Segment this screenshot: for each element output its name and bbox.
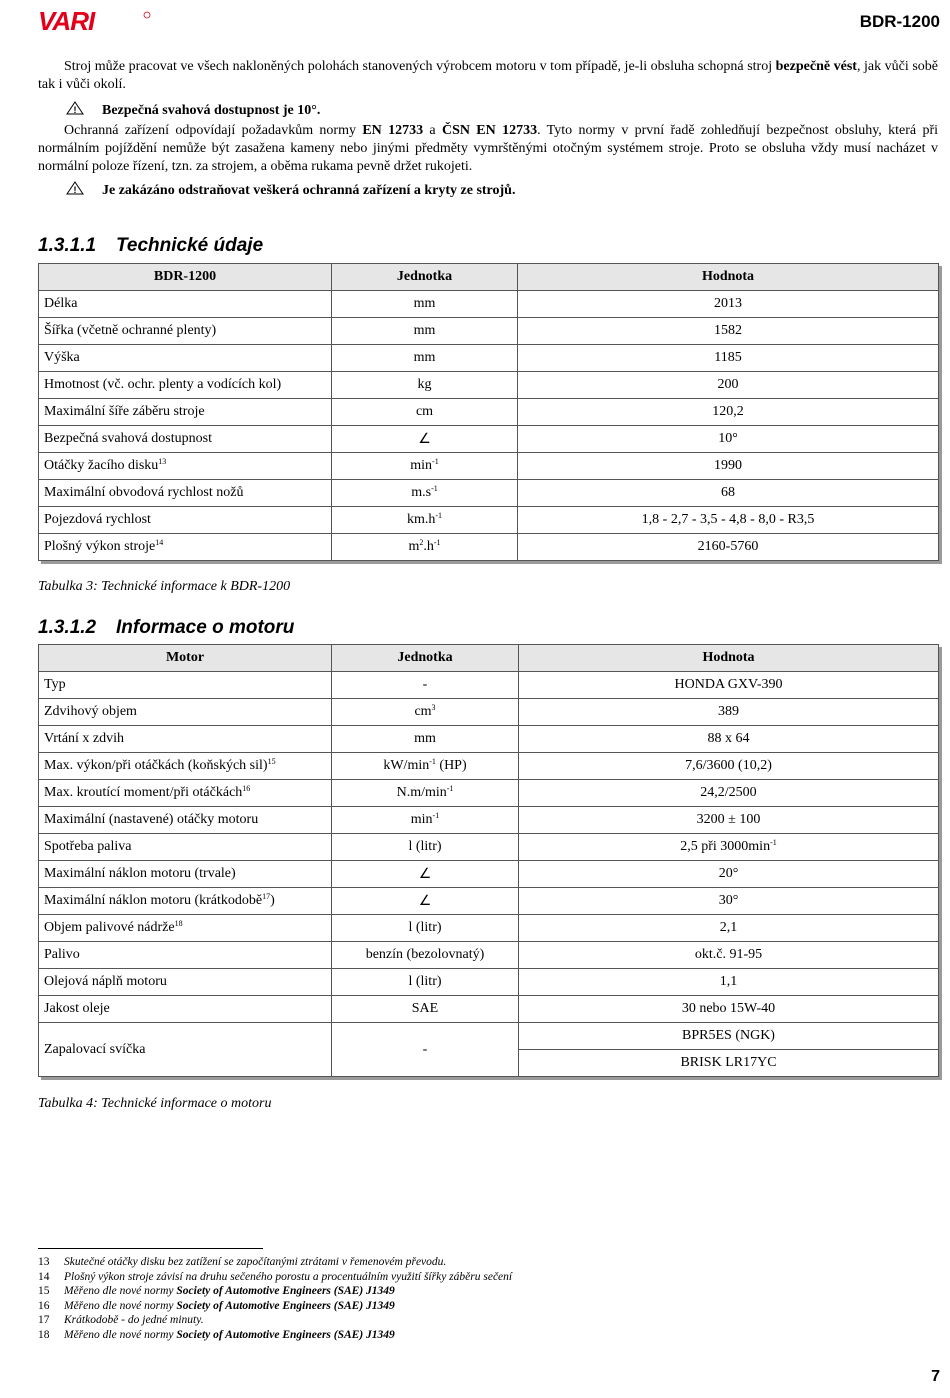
row-value: 68 [518,480,939,507]
row-unit: - [332,1023,519,1077]
row-label: Spotřeba paliva [39,834,332,861]
column-header: Jednotka [332,645,519,672]
row-value: 2,1 [519,915,939,942]
engine-row [39,915,939,942]
engine-row [39,672,939,699]
page-number: 7 [931,1368,940,1385]
row-unit: mm [332,345,518,372]
technical-row [39,534,939,561]
row-unit: - [332,672,519,699]
column-header: Jednotka [332,264,518,291]
row-label: Hmotnost (vč. ochr. plenty a vodících kol) [39,372,332,399]
footnote-17: 17 Krátkodobě - do jedné minuty. [38,1314,204,1326]
engine-row [39,807,939,834]
row-value: 88 x 64 [519,726,939,753]
row-label: Olejová náplň motoru [39,969,332,996]
row-value: 2013 [518,291,939,318]
footnote-15: 15 Měřeno dle nové normy Society of Automotive Engineers (SAE) J1349 [38,1285,395,1297]
logo-text: VARI [38,9,95,34]
technical-row [39,291,939,318]
engine-row [39,726,939,753]
column-header: Motor [39,645,332,672]
row-value: 24,2/2500 [519,780,939,807]
row-value: BPR5ES (NGK) [519,1023,939,1050]
row-value: BRISK LR17YC [519,1050,939,1077]
row-unit: mm [332,726,519,753]
vari-logo [38,9,151,34]
row-value: 30° [519,888,939,915]
row-label: Maximální (nastavené) otáčky motoru [39,807,332,834]
row-value: HONDA GXV-390 [519,672,939,699]
row-unit: l (litr) [332,969,519,996]
column-header: Hodnota [518,264,939,291]
row-label: Plošný výkon stroje$^{14}$ [39,534,332,561]
row-label: Maximální šíře záběru stroje [39,399,332,426]
row-unit: l (litr) [332,915,519,942]
technical-row [39,480,939,507]
row-unit: $cm^3$ [332,699,519,726]
row-unit: mm [332,291,518,318]
technical-row [39,507,939,534]
section-heading-technical: 1.3.1.1 Technické údaje [38,235,264,256]
engine-row-spark-plug [39,1023,939,1050]
row-label: Šířka (včetně ochranné plenty) [39,318,332,345]
row-value: 389 [519,699,939,726]
row-value: 3200 ± 100 [519,807,939,834]
row-unit: benzín (bezolovnatý) [332,942,519,969]
row-unit: $\min^{-1}$ [332,807,519,834]
row-label: Maximální náklon motoru (krátkodobě$^{17}$) [39,888,332,915]
row-value: 200 [518,372,939,399]
row-value: 1,1 [519,969,939,996]
row-unit: $m.s^{-1}$ [332,480,518,507]
row-unit: kg [332,372,518,399]
engine-row [39,699,939,726]
engine-row [39,834,939,861]
row-value: 120,2 [518,399,939,426]
table-caption-3: Tabulka 3: Technické informace k BDR-1200 [38,579,291,594]
row-label: Výška [39,345,332,372]
row-unit: ∠ [332,861,519,888]
row-label: Objem palivové nádrže$^{18}$ [39,915,332,942]
row-label: Max. výkon/při otáčkách (koňských sil)$^{15}$ [39,753,332,780]
document-code: BDR-1200 [859,12,940,31]
footnote-18: 18 Měřeno dle nové normy Society of Automotive Engineers (SAE) J1349 [38,1328,395,1341]
row-label: Max. kroutící moment/při otáčkách$^{16}$ [39,780,332,807]
row-unit: SAE [332,996,519,1023]
column-header: Hodnota [519,645,939,672]
row-value: 1185 [518,345,939,372]
row-unit: $kW/\min^{-1}$ (HP) [332,753,519,780]
engine-row [39,780,939,807]
row-value: 1582 [518,318,939,345]
row-label: Palivo [39,942,332,969]
engine-row [39,861,939,888]
technical-row [39,318,939,345]
technical-data-table [38,263,939,561]
row-label: Délka [39,291,332,318]
svg-text:!: ! [73,105,77,115]
row-label: Typ [39,672,332,699]
column-header: BDR-1200 [39,264,332,291]
row-value: 20° [519,861,939,888]
row-label: Vrtání x zdvih [39,726,332,753]
footnote-16: 16 Měřeno dle nové normy Society of Automotive Engineers (SAE) J1349 [38,1299,395,1312]
warning-triangle-icon [66,181,88,201]
engine-row [39,888,939,915]
row-label: Bezpečná svahová dostupnost [39,426,332,453]
row-unit: ∠ [332,426,518,453]
row-value: 7,6/3600 (10,2) [519,753,939,780]
row-unit: cm [332,399,518,426]
svg-text:!: ! [73,185,77,195]
row-label: Zapalovací svíčka [39,1023,332,1077]
row-label: Jakost oleje [39,996,332,1023]
row-value: 1,8 - 2,7 - 3,5 - 4,8 - 8,0 - R3,5 [518,507,939,534]
engine-row [39,942,939,969]
intro-paragraph-2: Ochranná zařízení odpovídají požadavkům normy EN 12733 a ČSN EN 12733. Tyto normy v první řadě zohledňují bezpečnost obsluhy, která při normálním pojíždění nemůže být zasažena kameny nebo jinými předměty vymrštěnými otočným systémem stroje. Proto se obsluha vždy musí nacházet v normální poloze řízení, tzn. za strojem, a oběma rukama pevně držet rukojeti. [38,123,938,174]
row-unit: $m^2.h^{-1}$ [332,534,518,561]
footnote-separator [38,1248,263,1249]
row-value: 2,5 při $3000\min^{-1}$ [519,834,939,861]
footnote-13: 13 Skutečné otáčky disku bez zatížení se započítanými ztrátami v řemenovém převodu. [38,1256,447,1268]
warning-slope: ! Bezpečná svahová dostupnost je 10°. [66,101,926,121]
warning-triangle-icon [66,101,88,121]
section-heading-engine: 1.3.1.2 Informace o motoru [38,617,295,638]
row-label: Pojezdová rychlost [39,507,332,534]
engine-row [39,753,939,780]
row-label: Zdvihový objem [39,699,332,726]
engine-row [39,969,939,996]
warning-guards: ! Je zakázáno odstraňovat veškerá ochranná zařízení a kryty ze strojů. [66,181,926,201]
row-label: Otáčky žacího disku$^{13}$ [39,453,332,480]
technical-row [39,426,939,453]
row-value: 1990 [518,453,939,480]
intro-paragraph-1: Stroj může pracovat ve všech nakloněných polohách stanovených výrobcem motoru v tom případě, je-li obsluha schopná stroj bezpečně vést, jak vůči sobě tak i vůči okolí. [38,59,938,92]
row-value: 10° [518,426,939,453]
row-unit: $km.h^{-1}$ [332,507,518,534]
technical-row [39,345,939,372]
row-unit: mm [332,318,518,345]
engine-data-table [38,644,939,1077]
technical-row [39,372,939,399]
row-unit: l (litr) [332,834,519,861]
row-unit: $\min^{-1}$ [332,453,518,480]
footnote-14: 14 Plošný výkon stroje závisí na druhu sečeného porostu a procentuálním využití šířky záběru sečení [38,1270,513,1283]
row-value: 30 nebo 15W-40 [519,996,939,1023]
table-caption-4: Tabulka 4: Technické informace o motoru [38,1096,272,1111]
row-label: Maximální obvodová rychlost nožů [39,480,332,507]
row-unit: $N.m/\min^{-1}$ [332,780,519,807]
engine-row [39,996,939,1023]
row-unit: ∠ [332,888,519,915]
technical-row [39,453,939,480]
technical-row [39,399,939,426]
row-value: 2160-5760 [518,534,939,561]
row-label: Maximální náklon motoru (trvale) [39,861,332,888]
row-value: okt.č. 91-95 [519,942,939,969]
